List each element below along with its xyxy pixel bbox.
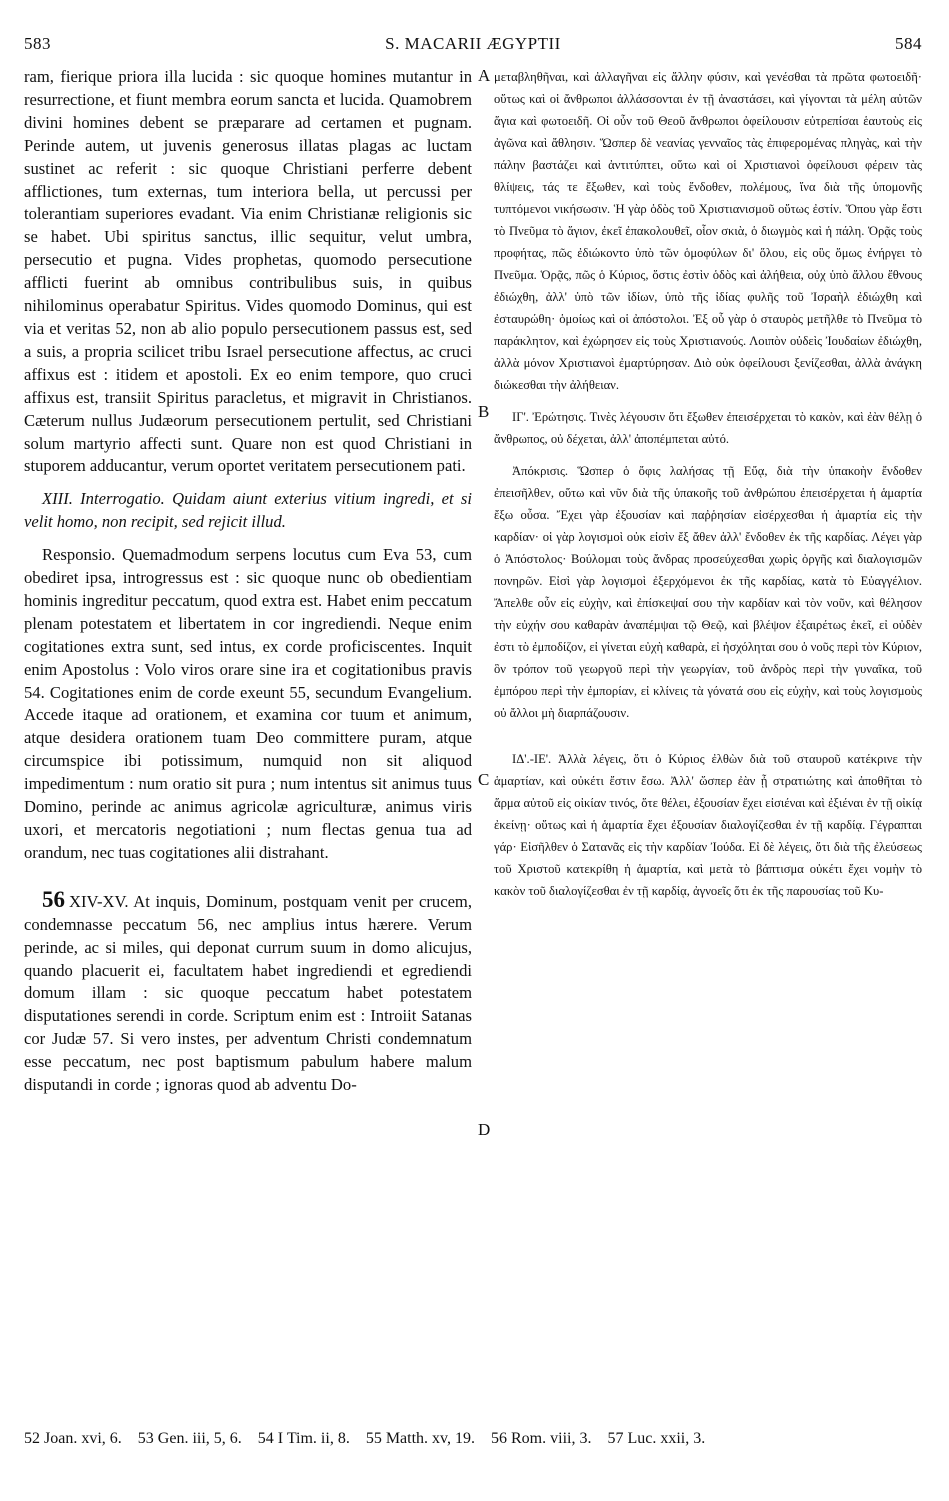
section-marker-c: C <box>478 770 490 789</box>
greek-column <box>494 66 922 902</box>
footnote-57: 57 Luc. xxii, 3. <box>607 1430 706 1447</box>
page-header <box>24 34 922 56</box>
footnote-55: 55 Matth. xv, 19. <box>365 1430 475 1447</box>
latin-question-13: XIII. Interrogatio. Quidam aiunt exterius vitium ingredi, et si velit homo, non recipit, sed rejicit illud. <box>24 489 472 532</box>
page-number-right: 584 <box>895 34 922 53</box>
greek-paragraph-14-15: ΙΔ'.-ΙΕ'. Ἀλλὰ λέγεις, ὅτι ὁ Κύριος ἐλθὼν διὰ τοῦ σταυροῦ κατέκρινε τὴν ἁμαρτίαν, καὶ οὐκέτι ἔστιν ἔσω. Ἀλλ' ὥσπερ ἐὰν ᾖ στρατιώτης καὶ ἀποθῆται τὸ ἅρμα αὐτοῦ εἰς οἰκίαν τινός, ὅτε θέλει, ἐξουσίαν ἔχει εἰσιέναι καὶ ἐξιέναι ἐν τῇ οἰκίᾳ ἐκείνῃ· οὕτως καὶ ἡ ἁμαρτία ἔχει ἐξουσίαν διαλογίζεσθαι ἐν τῇ καρδίᾳ. Γέγραπται γάρ· Εἰσῆλθεν ὁ Σατανᾶς εἰς τὴν καρδίαν Ἰούδα. Εἰ δὲ λέγεις, ὅτι διὰ τῆς ἐλεύσεως τοῦ Χριστοῦ κατεκρίθη ἡ ἁμαρτία, καὶ μετὰ τὸ βάπτισμα οὐκέτι ἔχει νομὴν τὸ κακὸν τοῦ διαλογίζεσθαι ἐν τῇ καρδίᾳ, ἀγνοεῖς ὅτι ἐκ τῆς παρουσίας τοῦ Κυ- <box>494 752 922 898</box>
running-title: S. MACARII ÆGYPTII <box>385 34 561 53</box>
greek-paragraph-1: μεταβληθῆναι, καὶ ἀλλαγῆναι εἰς ἄλλην φύσιν, καὶ γενέσθαι τὰ πρῶτα φωτοειδῆ· οὕτως καὶ οἱ ἄνθρωποι ἀλλάσσονται ἐν τῇ ἀναστάσει, καὶ γίγονται τὰ μέλη αὐτῶν ἅγια καὶ φωτοειδῆ. Οἱ οὖν τοῦ Θεοῦ ἄνθρωποι ὀφείλουσιν εὐτρεπίσαι ἑαυτοὺς εἰς ἀγῶνα καὶ ἄθλησιν. Ὥσπερ δὲ νεανίας γενναῖος τὰς ἐπιφερομένας πληγὰς, καὶ τὴν πάλην βαστάζει καὶ ἀντιτύπτει, οὕτω καὶ οἱ Χριστιανοὶ ὀφείλουσι φέρειν τὰς θλίψεις, τάς τε ἔξωθεν, καὶ τοὺς ἔνδοθεν, πολέμους, ἵνα διὰ τῆς ὑπομονῆς τυπτόμενοι νικήσωσιν. Ἡ γὰρ ὁδὸς τοῦ Χριστιανισμοῦ οὕτως ἐστίν. Ὅπου γὰρ ἔστι τὸ Πνεῦμα τὸ ἅγιον, ἐκεῖ ἐπακολουθεῖ, οἷον σκιὰ, ὁ διωγμὸς καὶ ἡ πάλη. Ὁρᾷς τοὺς προφήτας, πῶς ἐδιώκοντο ὑπὸ τῶν ὁμοφύλων δι' ὅλου, εἰς οὓς ὅμως ἐνήργει τὸ Πνεῦμα. Ὁρᾷς, πῶς ὁ Κύριος, ὅστις ἐστὶν ὁδὸς καὶ ἀλήθεια, οὐχ ὑπὸ ἄλλου ἔθνους ἐδιώχθη, ἀλλ' ὑπὸ τῶν ἰδίων, ὑπὸ τῆς ἰδίας φυλῆς τοῦ Ἰσραὴλ ἐδιώχθη καὶ ἐσταυρώθη· ὁμοίως καὶ οἱ ἀπόστολοι. Ἐξ οὗ γὰρ ὁ σταυρὸς μετῆλθε τὸ Πνεῦμα τὸ παράκλητον, καὶ ἐχώρησεν εἰς τοὺς Χριστιανούς. Λοιπὸν οὐδεὶς Ἰουδαίων ἐδιώχθη, ἀλλὰ μόνον Χριστιανοὶ ἐμαρτύρησαν. Διὸ οὐκ ὀφείλουσι ξενίζεσθαι, ἀλλὰ ἀνάγκη διώκεσθαι τὴν ἀλήθειαν. <box>494 70 922 392</box>
latin-paragraph-14-15-text: XIV-XV. At inquis, Dominum, postquam venit per crucem, condemnasse peccatum 56, nec amplius intus hærere. Verum perinde, ac si miles, qui deponat currum suum in domo alicujus, quando placuerit ei, facultatem habet ingrediendi et egrediendi domum illam : sic quoque peccatum habet potestatem disputationes serendi in corde. Scriptum enim est : Introiit Satanas cor Judæ 57. Si vero instes, per adventum Christi condemnatum esse peccatum, nec post baptismum pabulum habere malum disputandi in corde ; ignoras quod ab adventu Do- <box>24 891 472 1095</box>
footnote-54: 54 I Tim. ii, 8. <box>257 1430 350 1447</box>
footnote-53: 53 Gen. iii, 5, 6. <box>137 1430 242 1447</box>
footnote-52: 52 Joan. xvi, 6. <box>24 1430 122 1447</box>
footnotes <box>24 1430 922 1454</box>
latin-column <box>24 66 472 1097</box>
latin-paragraph-1: ram, fierique priora illa lucida : sic quoque homines mutantur in resurrectione, et fiunt membra eorum sancta et lucida. Quamobrem divini homines debent se præparare ad certamen et pugnam. Perinde autem, ut juvenis generosus illatas plagas ac luctam sustinet ac referit : sic quoque Christiani perferre debent afflictiones, tum externas, tum interiora bella, ut percussi per tolerantiam superiores evadant. Via enim Christianæ religionis sic se habet. Ubi spiritus sanctus, illic sequitur, velut umbra, persecutio et pugna. Vides prophetas, quomodo persecutione afflicti fuerint ab omnibus contribulibus suis, in quibus nihilominus operabatur Spiritus. Vides quomodo Dominus, qui est via et veritas 52, non ab alio populo persecutionem passus est, sed a suis, a propria scilicet tribu Israel persecutione affectus, ac cruci affixus est : itidem et apostoli. Ex eo enim tempore, quo cruci affixus est, transiit Spiritus paracletus, et migravit in Christianos. Cæterum nullus Judæorum persecutionem pertulit, sed Christiani solum martyrio affecti sunt. Quare non est quod Christiani in stuporem adducantur, verum oportet veritatem persecutionem pati. <box>24 67 472 476</box>
latin-response-13: Responsio. Quemadmodum serpens locutus cum Eva 53, cum obediret ipsa, introgressus est : sic quoque nunc ob obedientiam hominis ingreditur peccatum, quod extra est. Habet enim peccatum plenam potestatem et libertatem in cor ingrediendi. Neque enim cogitationes extra sunt, sed intus, ex corde proficiscentes. Inquit enim Apostolus : Volo viros orare sine ira et cogitationibus pravis 54. Cogitationes enim de corde exeunt 55, secundum Evangelium. Accede itaque ad orationem, et examina cor tuum et animum, atque desidera orationem tuam Deo committere puram, atque circumspice ibi potissimum, numquid non sit aliquod impedimentum : num oratio sit pura ; num intentus sit animus tuus Domino, perinde ac animus agricolæ agriculturæ, animus viris uxori, et mercatoris negotiationi ; num flectas genua tua ad orandum, nec tuas cogitationes alii distrahant. <box>24 545 472 862</box>
greek-response-13: Ἀπόκρισις. Ὥσπερ ὁ ὄφις λαλήσας τῇ Εὔᾳ, διὰ τὴν ὑπακοὴν ἔνδοθεν ἐπεισῆλθεν, οὕτω καὶ νῦν διὰ τῆς ὑπακοῆς τοῦ ἀνθρώπου ἐπεισέρχεται ἡ ἁμαρτία ἔξω οὖσα. Ἔχει γὰρ ἐξουσίαν καὶ παῤῥησίαν εἰσέρχεσθαι ἡ ἁμαρτία εἰς τὴν καρδίαν· οἱ γὰρ λογισμοὶ οὐκ εἰσὶν ἔξ ἄθεν ἀλλ' ἔνδοθεν ἐκ τῆς καρδίας. Λέγει γὰρ ὁ Ἀπόστολος· Βούλομαι τοὺς ἄνδρας προσεύχεσθαι χωρὶς ὀργῆς καὶ διαλογισμῶν πονηρῶν. Εἰσὶ γὰρ λογισμοὶ ἐξερχόμενοι ἐκ τῆς καρδίας, κατὰ τὸ Εὐαγγέλιον. Ἄπελθε οὖν εἰς εὐχὴν, καὶ ἐπίσκεψαί σου τὴν καρδίαν καὶ τὸν νοῦν, καὶ θέλησον τὴν εὐχήν σου καθαρὰν ἀναπέμψαι τῷ Θεῷ, καὶ βλέψον ἐξαιρέτως ἐκεῖ, εἰ οὐδὲν ἐστι τὸ ἐμποδίζον, εἰ γίνεται εὐχὴ καθαρὰ, εἰ ἠσχόληται σου ὁ νοῦς περὶ τὸν Κύριον, ὃν τρόπον τοῦ γεωργοῦ περὶ τὴν γεωργίαν, τοῦ ἀνδρὸς περὶ τὴν γυναῖκα, τοῦ ἐμπόρου περὶ τὴν ἐμπορίαν, εἰ κλίνεις τὰ γόνατά σου εἰς εὐχὴν, καὶ τοὺς λογισμοὺς οὐ ἄλλοι μὴ διαρπάζουσιν. <box>494 464 922 720</box>
latin-paragraph-14-15 <box>24 886 472 1097</box>
column-number-56: 56 <box>42 886 65 912</box>
page-number-left: 583 <box>24 34 51 53</box>
section-marker-a: A <box>478 66 491 85</box>
section-marker-d: D <box>478 1120 491 1139</box>
greek-question-13: ΙΓ'. Ἐρώτησις. Τινὲς λέγουσιν ὅτι ἔξωθεν ἐπεισέρχεται τὸ κακὸν, καὶ ἐὰν θέλῃ ὁ ἄνθρωπος, οὐ δέχεται, ἀλλ' ἀποπέμπεται αὐτό. <box>494 410 922 446</box>
section-marker-b: B <box>478 402 490 421</box>
footnote-56: 56 Rom. viii, 3. <box>491 1430 592 1447</box>
